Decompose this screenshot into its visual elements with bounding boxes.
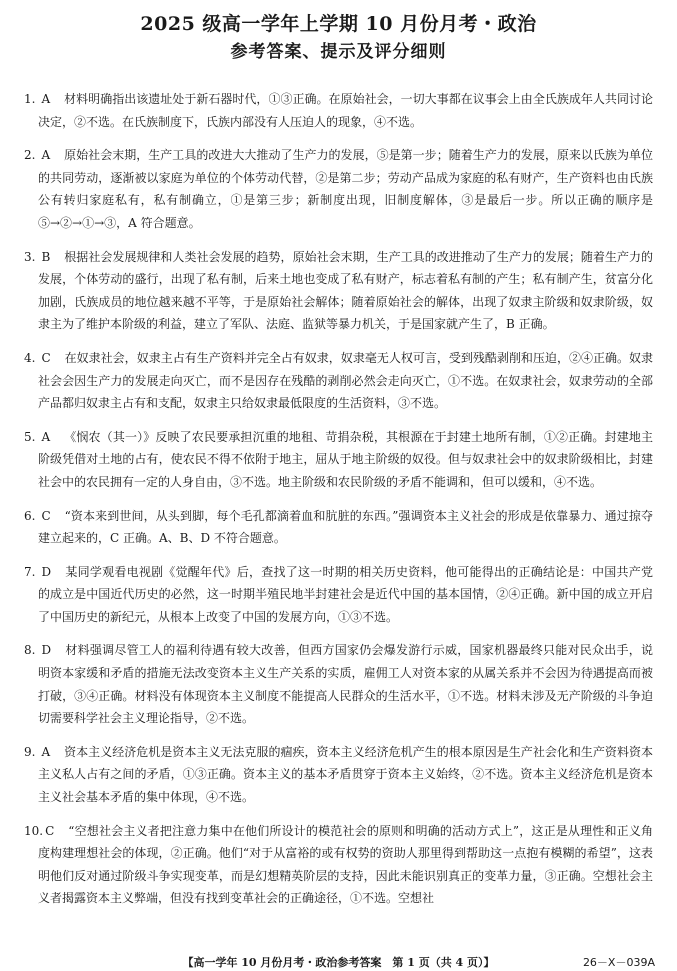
answer-item-explanation: 在奴隶社会，奴隶主占有生产资料并完全占有奴隶，奴隶毫无人权可言，受到残酷剥削和压迫，②④正确。奴隶社会会因生产力的发展走向灭亡，而不是因存在残酷的剥削必然会走向灭亡，①不选。在奴隶社会，奴隶劳动的全部产品都归奴隶主占有和支配，奴隶主只给奴隶最低限度的生活资料，③不选。 [38, 350, 653, 411]
answer-item [24, 505, 653, 550]
answer-item-choice: A [41, 744, 51, 759]
footer-page-info: 【高一学年 10 月份月考・政治参考答案 第 1 页（共 4 页）】 [182, 956, 495, 969]
answer-item-choice: A [41, 148, 51, 163]
answer-item [24, 144, 653, 234]
answer-item [24, 88, 653, 133]
answer-item [24, 246, 653, 336]
footer-document-code: 26－X－039A [582, 956, 655, 969]
answer-item-explanation: 材料强调尽管工人的福利待遇有较大改善，但西方国家仍会爆发游行示威，国家机器最终只能对民众出手，说明资本家缓和矛盾的措施无法改变资本主义生产关系的实质，雇佣工人对资本家的从属关系并不会因为待遇提高而被打破，③④正确。材料没有体现资本主义制度不能提高人民群众的生活水平，①不选。材料未涉及无产阶级的斗争迫切需要科学社会主义理论指导，②不选。 [38, 643, 653, 726]
answer-item-explanation: 《悯农（其一）》反映了农民要承担沉重的地租、苛捐杂税，其根源在于封建土地所有制，①②正确。封建地主阶级凭借对土地的占有，使农民不得不依附于地主，屈从于地主阶级的奴役。但与奴隶社会中的奴隶阶级相比，封建社会中的农民拥有一定的人身自由，③不选。地主阶级和农民阶级的矛盾不能调和，但可以缓和，④不选。 [38, 429, 653, 489]
answer-item-explanation: 根据社会发展规律和人类社会发展的趋势，原始社会末期，生产工具的改进推动了生产力的发展；随着生产力的发展，个体劳动的盛行，出现了私有制，后来土地也变成了私有财产，标志着私有制的产生；私有制产生，贫富分化加剧，氏族成员的地位越来越不平等，于是原始社会解体；随着原始社会的解体，出现了奴隶主阶级和奴隶阶级，奴隶主为了维护本阶级的利益，建立了军队、法庭、监狱等暴力机关，于是国家就产生了，B 正确。 [38, 249, 653, 332]
answer-item [24, 347, 653, 415]
answer-item-choice: C [41, 508, 51, 523]
answer-item-choice: C [41, 350, 51, 365]
answer-item-choice: D [41, 564, 52, 579]
answer-item-choice: B [41, 249, 51, 264]
answer-item [24, 426, 653, 494]
answer-item-choice: C [45, 823, 55, 838]
answer-list [24, 88, 653, 910]
answer-item-number: 1. [24, 92, 36, 106]
answer-item [24, 639, 653, 729]
answer-item-explanation: “空想社会主义者把注意力集中在他们所设计的模范社会的原则和明确的活动方式上”，这正是从理性和正义角度构建理想社会的体现，②正确。他们“对于从富裕的或有权势的资助人那里得到帮助这一点抱有模糊的希望”，这表明他们反对通过阶级斗争实现变革，而是幻想精英阶层的支持，因此未能识别真正的变革力量，③正确。空想社会主义者揭露资本主义弊端，但没有找到变革社会的正确途径，①不选。空想社 [38, 823, 653, 906]
answer-item-number: 9. [24, 744, 36, 759]
answer-item-choice: A [41, 429, 51, 444]
answer-item-number: 7. [24, 564, 36, 579]
answer-item-number: 6. [24, 508, 36, 523]
answer-item-explanation: 材料明确指出该遗址处于新石器时代，①③正确。在原始社会，一切大事都在议事会上由全氏族成年人共同讨论决定，②不选。在氏族制度下，氏族内部没有人压迫人的现象，④不选。 [38, 92, 653, 129]
answer-item-number: 10. [24, 823, 44, 838]
answer-item [24, 820, 653, 910]
page-subtitle: 参考答案、提示及评分细则 [230, 42, 447, 62]
answer-item-choice: A [41, 92, 51, 106]
page-title: 2025 级高一学年上学期 10 月份月考・政治 [140, 13, 537, 35]
answer-item-number: 3. [24, 249, 36, 264]
answer-item-explanation: “资本来到世间，从头到脚，每个毛孔都滴着血和肮脏的东西。”强调资本主义社会的形成是依靠暴力、通过掠夺建立起来的，C 正确。A、B、D 不符合题意。 [38, 508, 653, 546]
answer-item-explanation: 原始社会末期，生产工具的改进大大推动了生产力的发展，⑤是第一步；随着生产力的发展，原来以氏族为单位的共同劳动，逐渐被以家庭为单位的个体劳动代替，②是第二步；劳动产品成为家庭的私有财产，生产资料也由氏族公有转归家庭私有，私有制确立，①是第三步；新制度出现，旧制度解体，③是最后一步。所以正确的顺序是⑤→②→①→③，A 符合题意。 [38, 148, 653, 230]
answer-item-choice: D [41, 643, 52, 658]
answer-item [24, 741, 653, 809]
answer-item-number: 8. [24, 643, 36, 658]
answer-item [24, 561, 653, 629]
answer-item-number: 2. [24, 148, 36, 163]
answer-item-number: 5. [24, 429, 36, 444]
answer-item-explanation: 某同学观看电视剧《觉醒年代》后，查找了这一时期的相关历史资料，他可能得出的正确结论是：中国共产党的成立是中国近代历史的必然，这一时期半殖民地半封建社会是近代中国的基本国情，②④正确。新中国的成立开启了中国历史的新纪元，从根本上改变了中国的发展方向，①③不选。 [38, 564, 653, 624]
answer-item-number: 4. [24, 350, 36, 365]
answer-item-explanation: 资本主义经济危机是资本主义无法克服的痼疾，资本主义经济危机产生的根本原因是生产社会化和生产资料资本主义私人占有之间的矛盾，①③正确。资本主义的基本矛盾贯穿于资本主义始终，②不选。资本主义经济危机是资本主义社会基本矛盾的集中体现，④不选。 [38, 744, 653, 805]
